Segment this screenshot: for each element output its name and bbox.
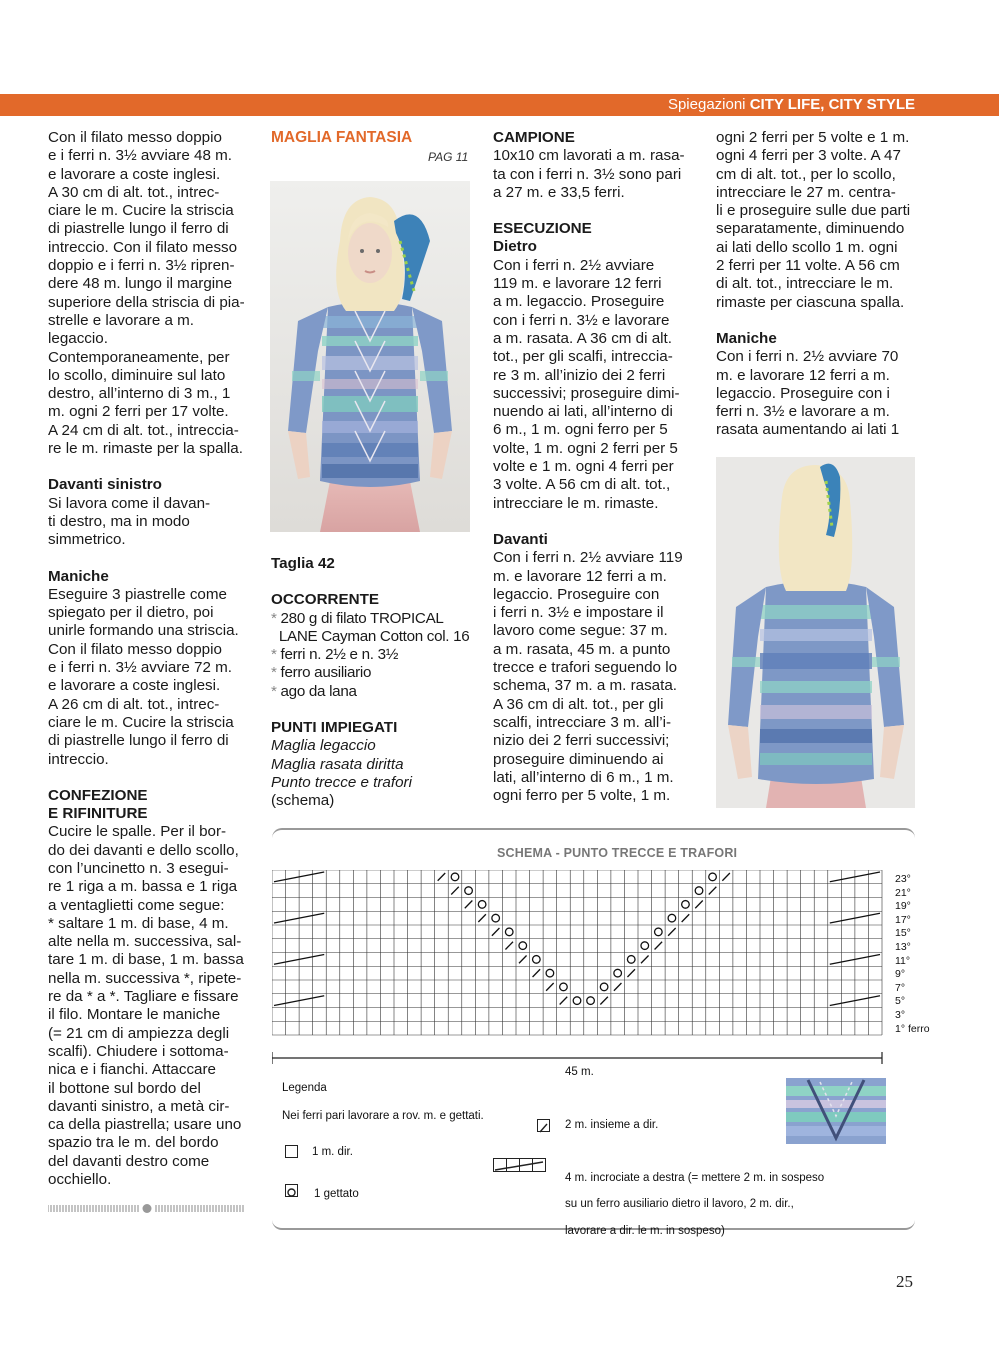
row-label: 3°: [895, 1009, 906, 1021]
text-line: m. e lavorare 12 ferri a m.: [493, 567, 667, 585]
yarn-over-icon: [285, 1184, 298, 1197]
yarn-over-symbol: [465, 887, 473, 895]
text-line: intrecciare le m. rimaste.: [493, 494, 659, 512]
legend-note: Nei ferri pari lavorare a rov. m. e gettati.: [282, 1110, 484, 1122]
yarn-over-symbol: [573, 997, 581, 1005]
text-line: legaccio. Proseguire con: [493, 585, 660, 603]
text-line: ferri n. 3½ e lavorare a m.: [716, 403, 890, 421]
punto-item: Maglia legaccio: [271, 737, 376, 755]
text-line: schema, 37 m. a m. rasata.: [493, 677, 678, 695]
rifiniture-title: E RIFINITURE: [48, 805, 148, 823]
text-line: Cucire le spalle. Per il bor-: [48, 823, 227, 841]
yarn-over-symbol: [505, 928, 513, 936]
occorrente-item: [271, 628, 471, 646]
text-line: intreccio. Con il filato messo: [48, 238, 238, 256]
text-line: ti destro, ma in modo: [48, 512, 190, 530]
text-line: a m. rasata. A 36 cm di alt.: [493, 329, 672, 347]
text-line: 10x10 cm lavorati a m. rasa-: [493, 147, 685, 165]
yarn-over-symbol: [695, 887, 703, 895]
k2tog-symbol: [722, 873, 730, 881]
text-line: a m. rasata, 45 m. a punto: [493, 640, 671, 658]
text-line: lavoro come segue: 37 m.: [493, 622, 668, 640]
k2tog-symbol: [695, 901, 703, 909]
legend-line: 4 m. incrociate a destra (= mettere 2 m. in sospeso: [565, 1171, 825, 1184]
text-line: Con i ferri n. 2½ avviare 70: [716, 348, 899, 366]
k2tog-symbol: [451, 887, 459, 895]
text-line: a m. legaccio. Proseguire: [493, 293, 665, 311]
k2tog-symbol: [682, 914, 690, 922]
text-line: i ferri n. 3½ e impostare il: [493, 604, 664, 622]
legend-title: Legenda: [282, 1082, 327, 1094]
davanti-text: [493, 549, 693, 805]
text-line: il bottone sul bordo del: [48, 1079, 201, 1097]
text-line: A 30 cm di alt. tot., intrec-: [48, 183, 220, 201]
swatch-photo: [786, 1078, 886, 1144]
text-line: nella m. successiva *, ripete-: [48, 969, 242, 987]
text-line: m. e lavorare 12 ferri a m.: [716, 366, 890, 384]
text-line: A 36 cm di alt. tot., per gli: [493, 695, 664, 713]
text-line: davanti sinistro, a metà cir-: [48, 1097, 230, 1115]
legend-incrociate: [565, 1159, 824, 1250]
yarn-over-symbol: [560, 983, 568, 991]
occorrente-title: OCCORRENTE: [271, 591, 380, 609]
row-label: 1° ferro: [895, 1022, 930, 1035]
text-line: con l’uncinetto n. 3 esegui-: [48, 859, 229, 877]
bullet: *: [271, 646, 281, 664]
text-line: intreccio.: [48, 750, 109, 768]
k2tog-symbol: [655, 942, 663, 950]
row-label: 11°: [895, 954, 911, 967]
text-line: superiore della striscia di pia-: [48, 293, 245, 311]
text-line: rasata aumentando ai lati 1: [716, 421, 900, 439]
occorrente-item: [271, 646, 471, 664]
text-line: ogni ferro per 5 volte, 1 m.: [493, 787, 671, 805]
confezione-text: [48, 823, 248, 1189]
text-line: lati, all’interno di 6 m., 1 m.: [493, 768, 674, 786]
k2tog-symbol: [614, 983, 622, 991]
row-label: 5°: [895, 995, 906, 1008]
continuation-text: [716, 129, 916, 312]
k2tog-symbol: [560, 997, 568, 1005]
front-photo: [270, 181, 470, 532]
text-line: ciare le m. Cucire la striscia: [48, 713, 234, 731]
text-line: doppio e i ferri n. 3½ ripren-: [48, 257, 235, 275]
occorrente-item: [271, 683, 471, 701]
column-3: [493, 129, 693, 805]
punto-item: Maglia rasata diritta: [271, 755, 404, 773]
text-line: spazio tra le m. del bordo: [48, 1134, 219, 1152]
k2tog-symbol: [505, 942, 513, 950]
text-line: dere 48 m. lungo il margine: [48, 275, 233, 293]
page-number: 25: [896, 1272, 913, 1291]
text-line: A 24 cm di alt. tot., intreccia-: [48, 421, 239, 439]
cable-cross-icon: [493, 1158, 549, 1174]
text-line: Eseguire 3 piastrelle come: [48, 585, 227, 603]
yarn-over-symbol: [668, 914, 676, 922]
yarn-over-symbol: [627, 956, 635, 964]
text-line: li e proseguire sulle due parti: [716, 202, 911, 220]
column-2: [271, 129, 471, 147]
legend-gettato: 1 gettato: [314, 1188, 359, 1200]
text-line: volte, 1 m. ogni 2 ferri per 5: [493, 439, 678, 457]
text-line: di alt. tot., intrecciare le m.: [716, 275, 894, 293]
text-line: e i ferri n. 3½ avviare 48 m.: [48, 147, 233, 165]
k2tog-symbol: [478, 914, 486, 922]
text-line: strelle e lavorare a m. legaccio.: [48, 311, 195, 348]
text-line: ogni 2 ferri per 5 volte e 1 m.: [716, 129, 910, 146]
text-line: nizio dei 2 ferri successivi;: [493, 732, 670, 750]
text-line: re 1 riga a m. bassa e 1 riga: [48, 878, 238, 896]
dir-stitch-icon: [285, 1145, 298, 1158]
yarn-over-symbol: [519, 942, 527, 950]
text-line: lo scollo, diminuire sul lato: [48, 366, 226, 384]
row-label: 7°: [895, 981, 906, 994]
k2tog-symbol: [709, 887, 717, 895]
davanti-title: Davanti: [493, 530, 548, 548]
row-label: 15°: [895, 927, 911, 940]
occorrente-text: LANE Cayman Cotton col. 16: [278, 627, 470, 645]
header-title: Spiegazioni CITY LIFE, CITY STYLE: [667, 96, 915, 113]
text-line: Con i ferri n. 2½ avviare 119: [493, 549, 683, 567]
k2tog-symbol: [438, 873, 446, 881]
punti-list: [271, 737, 471, 792]
yarn-over-symbol: [492, 914, 500, 922]
yarn-over-symbol: [533, 956, 541, 964]
yarn-over-symbol: [451, 873, 459, 881]
column-1: [48, 129, 248, 1189]
row-label: 17°: [895, 913, 911, 926]
legend-insieme: 2 m. insieme a dir.: [565, 1119, 659, 1131]
text-line: Con il filato messo doppio: [48, 129, 222, 146]
text-line: Con i ferri n. 2½ avviare: [493, 256, 655, 274]
row-label: 13°: [895, 941, 911, 953]
text-line: di piastrelle lungo il ferro di: [48, 732, 229, 750]
text-line: a 27 m. e 33,5 ferri.: [493, 183, 625, 201]
yarn-over-symbol: [546, 969, 554, 977]
text-line: scalfi). Chiudere i sottoma-: [48, 1042, 229, 1060]
k2tog-symbol: [519, 956, 527, 964]
intro-text: [48, 129, 248, 458]
punti-note: (schema): [271, 792, 335, 810]
text-line: tare 1 m. di base, 1 m. bassa: [48, 951, 244, 969]
text-line: e lavorare a coste inglesi.: [48, 677, 221, 695]
text-line: trecce e trafori seguendo lo: [493, 659, 678, 677]
punti-title: PUNTI IMPIEGATI: [271, 719, 398, 737]
text-line: il filo. Montare le maniche: [48, 1006, 221, 1024]
text-line: spiegato per il dietro, poi: [48, 604, 214, 622]
text-line: re 3 m. all’inizio dei 2 ferri: [493, 366, 666, 384]
text-line: re da * a *. Tagliare e fissare: [48, 988, 239, 1006]
k2tog-symbol: [627, 969, 635, 977]
text-line: successivi; proseguire dimi-: [493, 384, 680, 402]
k2tog-symbol: [600, 997, 608, 1005]
k2tog-symbol: [492, 928, 500, 936]
bullet: *: [271, 682, 281, 700]
text-line: nuendo ai lati, all’interno di: [493, 403, 673, 421]
confezione-title: CONFEZIONE: [48, 786, 148, 804]
text-line: legaccio. Proseguire con i: [716, 384, 890, 402]
legend-line: su un ferro ausiliario dietro il lavoro, 2 m. dir.,: [565, 1198, 794, 1210]
page-reference: PAG 11: [428, 150, 469, 164]
chart-grid: [272, 870, 892, 1070]
occorrente-text: ferro ausiliario: [280, 664, 372, 682]
occorrente-text: ferri n. 2½ e n. 3½: [280, 646, 399, 664]
maniche-text: [48, 586, 248, 769]
yarn-over-symbol: [641, 942, 649, 950]
header-bar: [0, 94, 999, 116]
bullet: [271, 628, 279, 645]
k2tog-symbol: [641, 956, 649, 964]
text-line: scalfi, intrecciare 3 m. all’i-: [493, 713, 672, 731]
text-line: ca della piastrella; usare uno: [48, 1116, 242, 1134]
text-line: re le m. rimaste per la spalla.: [48, 440, 243, 458]
text-line: Si lavora come il davan-: [48, 494, 211, 512]
campione-text: [493, 147, 693, 202]
maniche-text-2: [716, 348, 916, 439]
row-label: 19°: [895, 900, 911, 913]
row-label: 23°: [895, 873, 911, 885]
text-line: ta con i ferri n. 3½ sono pari: [493, 165, 682, 183]
punto-item: Punto trecce e trafori: [271, 773, 412, 791]
occorrente-item: [271, 664, 471, 682]
k2tog-symbol: [533, 969, 541, 977]
text-line: cm di alt. tot., per lo scollo,: [716, 165, 896, 183]
text-line: a ventaglietti come segue:: [48, 896, 225, 914]
schema-title: SCHEMA - PUNTO TRECCE E TRAFORI: [497, 846, 738, 860]
text-line: intrecciare le 27 m. centra-: [716, 183, 896, 201]
text-line: 3 volte. A 56 cm di alt. tot.,: [493, 476, 671, 494]
back-photo: [716, 457, 915, 808]
row-label: 9°: [895, 968, 906, 981]
maniche-title-2: Maniche: [716, 329, 777, 347]
pattern-title: MAGLIA FANTASIA: [271, 129, 413, 146]
text-line: e i ferri n. 3½ avviare 72 m.: [48, 659, 233, 677]
text-line: Contemporaneamente, per: [48, 348, 230, 366]
text-line: m. ogni 2 ferri per 17 volte.: [48, 403, 229, 421]
text-line: A 26 cm di alt. tot., intrec-: [48, 695, 220, 713]
text-line: occhiello.: [48, 1171, 112, 1189]
column-2-lower: [271, 555, 471, 811]
yarn-over-symbol: [655, 928, 663, 936]
dietro-title: Dietro: [493, 238, 537, 256]
text-line: simmetrico.: [48, 531, 126, 549]
k2tog-symbol: [546, 983, 554, 991]
legend-dir: 1 m. dir.: [312, 1146, 353, 1158]
text-line: ogni 4 ferri per 3 volte. A 47: [716, 147, 901, 165]
column-4: [716, 129, 916, 440]
text-line: 2 ferri per 11 volte. A 56 cm: [716, 257, 900, 275]
yarn-over-symbol: [614, 969, 622, 977]
bullet: *: [271, 664, 281, 682]
k2tog-symbol: [465, 901, 473, 909]
text-line: volte e 1 m. ogni 4 ferri per: [493, 458, 674, 476]
yarn-over-symbol: [600, 983, 608, 991]
text-line: do dei davanti e dello scollo,: [48, 841, 239, 859]
text-line: tot., per gli scalfi, intreccia-: [493, 348, 673, 366]
text-line: destro, all’interno di 3 m., 1: [48, 385, 231, 403]
text-line: 119 m. e lavorare 12 ferri: [493, 275, 662, 293]
text-line: e lavorare a coste inglesi.: [48, 165, 221, 183]
k2tog-symbol: [668, 928, 676, 936]
bullet: *: [271, 609, 281, 627]
width-label: 45 m.: [565, 1066, 594, 1078]
text-line: * saltare 1 m. di base, 4 m.: [48, 914, 229, 932]
occorrente-list: [271, 610, 471, 701]
davanti-sinistro-title: Davanti sinistro: [48, 476, 162, 494]
text-line: di piastrelle lungo il ferro di: [48, 220, 229, 238]
yarn-over-symbol: [478, 901, 486, 909]
legend-line: lavorare a dir. le m. in sospeso): [565, 1224, 725, 1237]
text-line: separatamente, diminuendo: [716, 220, 905, 238]
campione-title: CAMPIONE: [493, 129, 575, 146]
esecuzione-title: ESECUZIONE: [493, 220, 592, 238]
text-line: del davanti destro come: [48, 1152, 210, 1170]
text-line: Con il filato messo doppio: [48, 640, 222, 658]
yarn-over-symbol: [587, 997, 595, 1005]
text-line: unirle formando una striscia.: [48, 622, 239, 640]
text-line: 6 m., 1 m. ogni ferro per 5: [493, 421, 668, 439]
row-label: 21°: [895, 886, 911, 899]
text-line: proseguire diminuendo ai: [493, 750, 664, 768]
decorative-ruler: [48, 1204, 246, 1214]
taglia: Taglia 42: [271, 555, 335, 572]
yarn-over-symbol: [682, 901, 690, 909]
maniche-title: Maniche: [48, 567, 109, 585]
occorrente-item: [271, 610, 471, 628]
text-line: alte nella m. successiva, sal-: [48, 933, 242, 951]
k2tog-icon: [537, 1119, 550, 1132]
text-line: rimaste per ciascuna spalla.: [716, 293, 905, 311]
davanti-sinistro-text: [48, 495, 248, 550]
text-line: ciare le m. Cucire la striscia: [48, 202, 234, 220]
text-line: con i ferri n. 3½ e lavorare: [493, 311, 670, 329]
text-line: (= 21 cm di ampiezza degli: [48, 1024, 230, 1042]
occorrente-text: 280 g di filato TROPICAL: [280, 609, 444, 627]
text-line: nica e i fianchi. Attaccare: [48, 1061, 216, 1079]
text-line: ai lati dello scollo 1 m. ogni: [716, 238, 898, 256]
dietro-text: [493, 257, 693, 513]
yarn-over-symbol: [709, 873, 717, 881]
occorrente-text: ago da lana: [280, 682, 357, 700]
